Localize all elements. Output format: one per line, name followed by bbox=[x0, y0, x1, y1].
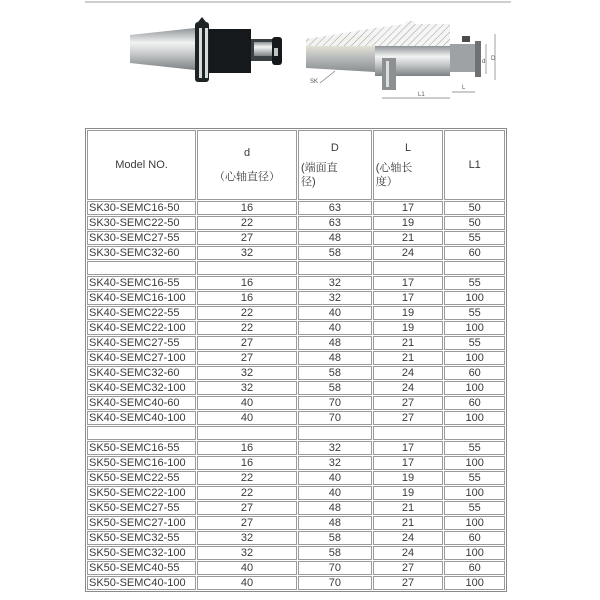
table-row bbox=[87, 231, 505, 245]
cell-L: 19 bbox=[373, 471, 444, 485]
header-D-sublabel: (端面直径) bbox=[301, 162, 338, 188]
cell-L: 27 bbox=[373, 561, 444, 575]
cell-d: 16 bbox=[197, 276, 297, 290]
cell-D: 58 bbox=[298, 246, 372, 260]
cell-d: 40 bbox=[197, 561, 297, 575]
cell-d: 40 bbox=[197, 411, 297, 425]
cell-L1: 100 bbox=[444, 411, 505, 425]
cell-d: 22 bbox=[197, 306, 297, 320]
cell-L: 19 bbox=[373, 216, 444, 230]
cell-d bbox=[197, 261, 297, 275]
cell-d: 40 bbox=[197, 576, 297, 590]
cell-L1: 60 bbox=[444, 531, 505, 545]
cell-D: 40 bbox=[298, 486, 372, 500]
cell-L: 17 bbox=[373, 291, 444, 305]
table-row bbox=[87, 576, 505, 590]
cell-L1 bbox=[444, 426, 505, 440]
cell-D bbox=[298, 426, 372, 440]
cell-model-no: SK50-SEMC22-100 bbox=[87, 486, 196, 500]
cell-model-no: SK30-SEMC27-55 bbox=[87, 231, 196, 245]
svg-text:D: D bbox=[491, 56, 496, 62]
cell-L1: 55 bbox=[444, 276, 505, 290]
cell-D: 48 bbox=[298, 351, 372, 365]
table-row bbox=[87, 471, 505, 485]
cell-model-no: SK30-SEMC16-50 bbox=[87, 201, 196, 215]
cell-L: 19 bbox=[373, 321, 444, 335]
table-row bbox=[87, 246, 505, 260]
cell-d: 27 bbox=[197, 516, 297, 530]
cell-model-no: SK40-SEMC16-55 bbox=[87, 276, 196, 290]
cell-d: 32 bbox=[197, 366, 297, 380]
cell-D: 70 bbox=[298, 561, 372, 575]
cell-d: 27 bbox=[197, 231, 297, 245]
svg-text:d: d bbox=[482, 59, 486, 65]
header-D bbox=[298, 130, 372, 200]
cell-L: 27 bbox=[373, 396, 444, 410]
cell-model-no: SK40-SEMC40-60 bbox=[87, 396, 196, 410]
cell-d: 32 bbox=[197, 381, 297, 395]
cell-model-no: SK40-SEMC32-60 bbox=[87, 366, 196, 380]
cell-D: 58 bbox=[298, 366, 372, 380]
cell-L1: 60 bbox=[444, 396, 505, 410]
table-body bbox=[87, 201, 505, 590]
table-row bbox=[87, 546, 505, 560]
table-row bbox=[87, 516, 505, 530]
cell-D: 58 bbox=[298, 381, 372, 395]
cell-L1: 100 bbox=[444, 516, 505, 530]
cell-model-no: SK40-SEMC16-100 bbox=[87, 291, 196, 305]
cell-L: 17 bbox=[373, 441, 444, 455]
table-row bbox=[87, 201, 505, 215]
table-row bbox=[87, 456, 505, 470]
cell-model-no: SK50-SEMC16-100 bbox=[87, 456, 196, 470]
cell-model-no: SK40-SEMC27-100 bbox=[87, 351, 196, 365]
cell-D: 40 bbox=[298, 471, 372, 485]
spec-table-container bbox=[85, 128, 507, 592]
cell-d: 16 bbox=[197, 456, 297, 470]
cell-d: 40 bbox=[197, 396, 297, 410]
cell-D: 48 bbox=[298, 501, 372, 515]
spacer-row bbox=[87, 261, 505, 275]
cell-L1: 100 bbox=[444, 321, 505, 335]
cell-model-no bbox=[87, 426, 196, 440]
table-row bbox=[87, 561, 505, 575]
cell-model-no: SK40-SEMC22-100 bbox=[87, 321, 196, 335]
cell-model-no: SK40-SEMC27-55 bbox=[87, 336, 196, 350]
cell-d: 27 bbox=[197, 351, 297, 365]
svg-text:L1: L1 bbox=[418, 92, 425, 98]
cell-L: 21 bbox=[373, 336, 444, 350]
cell-model-no: SK50-SEMC27-55 bbox=[87, 501, 196, 515]
cell-L1: 100 bbox=[444, 351, 505, 365]
cell-D: 63 bbox=[298, 216, 372, 230]
cell-L1: 100 bbox=[444, 576, 505, 590]
cell-L: 27 bbox=[373, 411, 444, 425]
svg-text:L: L bbox=[462, 85, 466, 91]
cell-model-no: SK50-SEMC22-55 bbox=[87, 471, 196, 485]
cell-D: 32 bbox=[298, 291, 372, 305]
cell-L: 17 bbox=[373, 276, 444, 290]
cell-L1: 55 bbox=[444, 471, 505, 485]
header-L1-label: L1 bbox=[468, 159, 481, 171]
tool-holder-photo bbox=[130, 17, 282, 82]
cell-D: 63 bbox=[298, 201, 372, 215]
cell-D: 70 bbox=[298, 396, 372, 410]
cell-L1: 100 bbox=[444, 381, 505, 395]
cell-L: 21 bbox=[373, 516, 444, 530]
header-d-label: d bbox=[243, 147, 251, 159]
cell-L1: 55 bbox=[444, 306, 505, 320]
table-row bbox=[87, 366, 505, 380]
header-d bbox=[197, 130, 297, 200]
svg-text:SK: SK bbox=[310, 79, 319, 85]
top-divider bbox=[85, 1, 511, 3]
cell-L1: 50 bbox=[444, 201, 505, 215]
cell-D: 40 bbox=[298, 321, 372, 335]
cell-d bbox=[197, 426, 297, 440]
cell-L: 24 bbox=[373, 381, 444, 395]
table-row bbox=[87, 216, 505, 230]
table-row bbox=[87, 291, 505, 305]
cell-L1: 50 bbox=[444, 216, 505, 230]
table-row bbox=[87, 531, 505, 545]
cell-d: 27 bbox=[197, 501, 297, 515]
cell-L1: 100 bbox=[444, 486, 505, 500]
cell-L1: 100 bbox=[444, 456, 505, 470]
cell-D: 58 bbox=[298, 546, 372, 560]
spec-table bbox=[85, 128, 507, 592]
cell-model-no: SK30-SEMC32-60 bbox=[87, 246, 196, 260]
cell-L: 27 bbox=[373, 576, 444, 590]
table-row bbox=[87, 306, 505, 320]
table-row bbox=[87, 441, 505, 455]
header-D-label: D bbox=[330, 142, 339, 154]
cell-d: 22 bbox=[197, 486, 297, 500]
cell-model-no: SK50-SEMC27-100 bbox=[87, 516, 196, 530]
cell-model-no: SK50-SEMC40-100 bbox=[87, 576, 196, 590]
cell-d: 32 bbox=[197, 531, 297, 545]
table-row bbox=[87, 411, 505, 425]
table-header-row bbox=[87, 130, 505, 200]
table-row bbox=[87, 396, 505, 410]
cell-L1: 100 bbox=[444, 546, 505, 560]
header-model-no bbox=[87, 130, 196, 200]
header-L bbox=[373, 130, 444, 200]
cell-D: 70 bbox=[298, 411, 372, 425]
cell-L1: 60 bbox=[444, 366, 505, 380]
cell-L: 24 bbox=[373, 246, 444, 260]
table-row bbox=[87, 276, 505, 290]
cell-d: 16 bbox=[197, 201, 297, 215]
cell-L1 bbox=[444, 261, 505, 275]
cell-model-no: SK50-SEMC16-55 bbox=[87, 441, 196, 455]
cell-model-no: SK50-SEMC40-55 bbox=[87, 561, 196, 575]
cell-D: 48 bbox=[298, 516, 372, 530]
tool-holder-illustration bbox=[120, 8, 500, 100]
tool-holder-cross-section-drawing bbox=[306, 21, 496, 98]
cell-L: 24 bbox=[373, 546, 444, 560]
cell-L: 17 bbox=[373, 456, 444, 470]
cell-L: 19 bbox=[373, 486, 444, 500]
cell-model-no: SK40-SEMC22-55 bbox=[87, 306, 196, 320]
cell-model-no: SK40-SEMC32-100 bbox=[87, 381, 196, 395]
cell-D: 70 bbox=[298, 576, 372, 590]
table-row bbox=[87, 381, 505, 395]
cell-L1: 55 bbox=[444, 336, 505, 350]
cell-model-no bbox=[87, 261, 196, 275]
table-row bbox=[87, 336, 505, 350]
cell-L: 21 bbox=[373, 351, 444, 365]
cell-L: 17 bbox=[373, 201, 444, 215]
cell-model-no: SK30-SEMC22-50 bbox=[87, 216, 196, 230]
cell-L: 21 bbox=[373, 501, 444, 515]
cell-L: 19 bbox=[373, 306, 444, 320]
table-row bbox=[87, 321, 505, 335]
header-L1 bbox=[444, 130, 505, 200]
cell-D: 32 bbox=[298, 456, 372, 470]
cell-D: 48 bbox=[298, 336, 372, 350]
cell-d: 16 bbox=[197, 291, 297, 305]
cell-L1: 55 bbox=[444, 441, 505, 455]
cell-d: 32 bbox=[197, 546, 297, 560]
cell-L: 24 bbox=[373, 531, 444, 545]
cell-d: 16 bbox=[197, 441, 297, 455]
header-L-label: L bbox=[404, 142, 412, 154]
cell-L1: 55 bbox=[444, 501, 505, 515]
cell-model-no: SK50-SEMC32-55 bbox=[87, 531, 196, 545]
cell-model-no: SK50-SEMC32-100 bbox=[87, 546, 196, 560]
cell-L1: 60 bbox=[444, 561, 505, 575]
cell-D: 40 bbox=[298, 306, 372, 320]
header-d-sublabel: （心轴直径） bbox=[214, 171, 281, 183]
cell-L1: 60 bbox=[444, 246, 505, 260]
cell-L: 24 bbox=[373, 366, 444, 380]
cell-d: 22 bbox=[197, 471, 297, 485]
cell-L bbox=[373, 261, 444, 275]
header-L-sublabel: (心轴长度） bbox=[375, 162, 413, 188]
cell-D: 48 bbox=[298, 231, 372, 245]
header-model-no-label: Model NO. bbox=[115, 159, 168, 171]
cell-L1: 55 bbox=[444, 231, 505, 245]
cell-L: 21 bbox=[373, 231, 444, 245]
cell-d: 22 bbox=[197, 321, 297, 335]
cell-L1: 100 bbox=[444, 291, 505, 305]
cell-D: 32 bbox=[298, 441, 372, 455]
spacer-row bbox=[87, 426, 505, 440]
cell-D bbox=[298, 261, 372, 275]
cell-D: 58 bbox=[298, 531, 372, 545]
table-row bbox=[87, 501, 505, 515]
cell-d: 32 bbox=[197, 246, 297, 260]
table-row bbox=[87, 486, 505, 500]
cell-d: 27 bbox=[197, 336, 297, 350]
cell-d: 22 bbox=[197, 216, 297, 230]
cell-model-no: SK40-SEMC40-100 bbox=[87, 411, 196, 425]
table-row bbox=[87, 351, 505, 365]
cell-D: 32 bbox=[298, 276, 372, 290]
cell-L bbox=[373, 426, 444, 440]
